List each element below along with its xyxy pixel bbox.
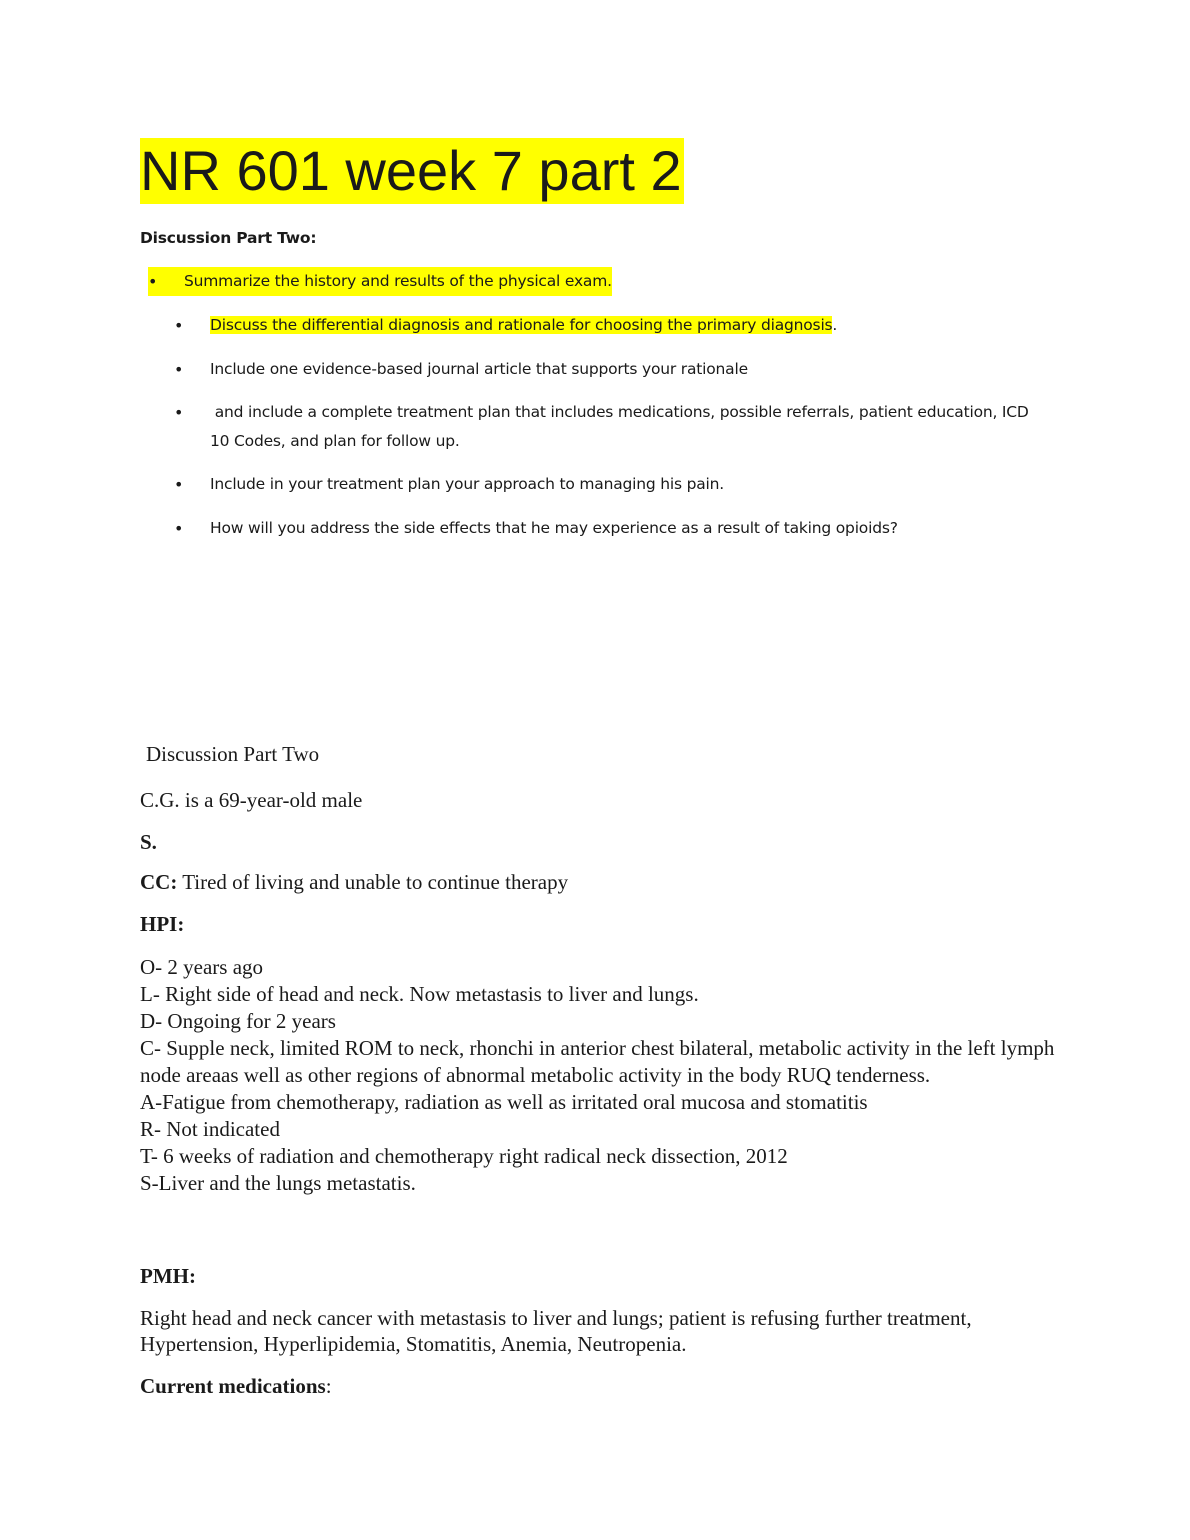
bullet-icon: • (174, 403, 184, 422)
prompt-item (174, 514, 898, 543)
bullet-icon: • (174, 316, 184, 335)
prompt-text: and include a complete treatment plan that includes medications, possible referrals, patient education, ICD 10 Codes, and plan for follow up. (210, 403, 1034, 450)
hpi-line: S-Liver and the lungs metastatis. (140, 1171, 416, 1195)
prompt-item (174, 470, 724, 499)
prompt-text: Summarize the history and results of the physical exam. (148, 267, 612, 296)
meds-label: Current medications (140, 1374, 326, 1398)
prompt-text: Include in your treatment plan your approach to managing his pain. (210, 475, 724, 493)
hpi-line: D- Ongoing for 2 years (140, 1009, 336, 1033)
prompt-text: Discuss the differential diagnosis and rationale for choosing the primary diagnosis (210, 316, 833, 334)
hpi-line: C- Supple neck, limited ROM to neck, rhonchi in anterior chest bilateral, metabolic activity in the left lymph node areaas well as other regions of abnormal metabolic activity in the body RUQ tenderness. (140, 1036, 1055, 1087)
pmh-text: Right head and neck cancer with metastasis to liver and lungs; patient is refusing further treatment, Hypertension, Hyperlipidemia, Stomatitis, Anemia, Neutropenia. (140, 1306, 972, 1356)
bullet-icon: • (148, 267, 157, 296)
bullet-icon: • (174, 519, 184, 538)
subjective-label: S. (140, 830, 157, 854)
pmh-label: PMH: (140, 1264, 196, 1288)
discussion-heading: Discussion Part Two: (140, 229, 317, 247)
hpi-label: HPI: (140, 912, 185, 936)
hpi-line: L- Right side of head and neck. Now metastasis to liver and lungs. (140, 982, 699, 1006)
meds-colon: : (325, 1374, 332, 1398)
bullet-icon: • (174, 475, 184, 494)
prompt-item (148, 267, 612, 296)
cc-label: CC: (140, 870, 178, 894)
prompt-text-period: . (832, 316, 838, 334)
prompt-text: How will you address the side effects that he may experience as a result of taking opioids? (210, 519, 898, 537)
current-medications-heading (140, 1374, 332, 1399)
hpi-list (140, 954, 1055, 1197)
bullet-icon: • (174, 360, 184, 379)
hpi-line: R- Not indicated (140, 1117, 280, 1141)
hpi-line: T- 6 weeks of radiation and chemotherapy right radical neck dissection, 2012 (140, 1144, 788, 1168)
answer-heading: Discussion Part Two (146, 742, 320, 766)
cc-text: Tired of living and unable to continue therapy (177, 870, 569, 894)
hpi-line: O- 2 years ago (140, 955, 264, 979)
chief-complaint (140, 870, 568, 895)
document-title: NR 601 week 7 part 2 (140, 139, 682, 202)
hpi-line: A-Fatigue from chemotherapy, radiation as well as irritated oral mucosa and stomatitis (140, 1090, 868, 1114)
patient-intro: C.G. is a 69-year-old male (140, 788, 363, 812)
prompt-item (174, 398, 1034, 456)
prompt-text: Include one evidence-based journal article that supports your rationale (210, 360, 748, 378)
prompt-item (174, 311, 837, 340)
prompt-item (174, 355, 748, 384)
